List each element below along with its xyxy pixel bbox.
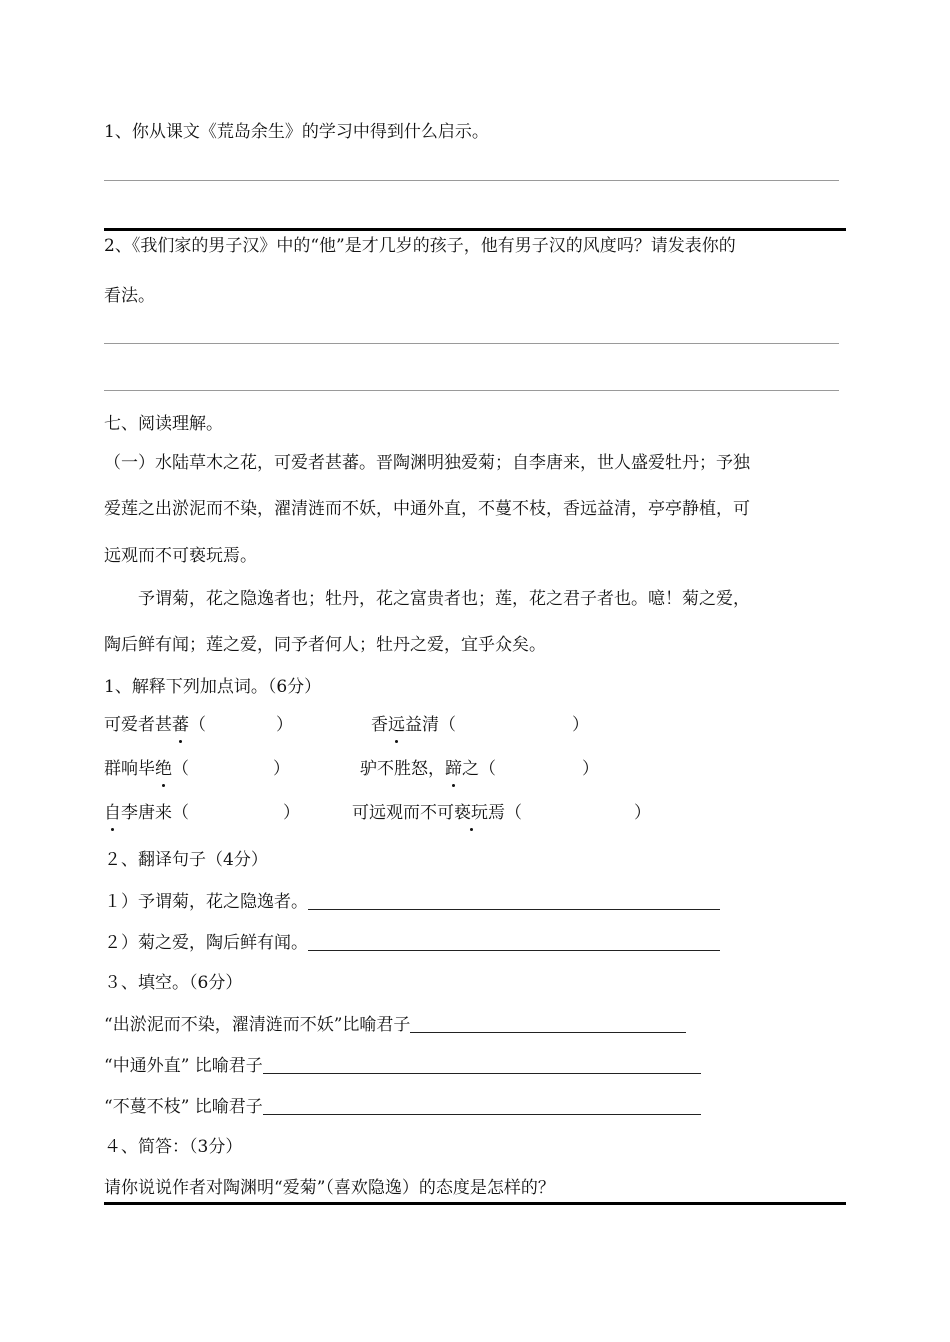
- translate-item-text: ２）菊之爱，陶后鲜有闻。: [104, 933, 308, 953]
- explain-item: [104, 715, 293, 735]
- fill-item-text: “出淤泥而不染，濯清涟而不妖”比喻君子: [104, 1015, 411, 1035]
- answer-blank[interactable]: [263, 1096, 701, 1115]
- answer-blank[interactable]: [263, 1055, 701, 1074]
- close-paren: ）: [634, 803, 651, 823]
- fill-item: [104, 1014, 686, 1035]
- open-paren: （: [505, 803, 522, 823]
- question-2-line-2: 看法。: [104, 286, 155, 306]
- answer-blank[interactable]: [308, 932, 720, 951]
- explain-item-text: 可远观而不可: [352, 803, 454, 823]
- explain-item-text: 可爱者甚: [104, 715, 172, 735]
- close-paren: ）: [572, 715, 589, 735]
- explain-item: [104, 759, 290, 779]
- translate-heading: ２、翻译句子（4分）: [104, 850, 268, 870]
- explain-item: [104, 803, 300, 823]
- fill-heading: ３、填空。（6分）: [104, 973, 243, 993]
- explain-heading: 1、解释下列加点词。（6分）: [104, 677, 322, 697]
- explain-item-text: 李唐来: [121, 803, 172, 823]
- fill-item-text: “中通外直” 比喻君子: [104, 1056, 263, 1076]
- dotted-word: 蕃: [172, 715, 189, 735]
- translate-item-text: １）予谓菊，花之隐逸者。: [104, 892, 308, 912]
- passage-line: 予谓菊，花之隐逸者也；牡丹，花之富贵者也；莲，花之君子者也。噫！菊之爱，: [138, 589, 750, 609]
- open-paren: （: [439, 715, 456, 735]
- close-paren: ）: [273, 759, 290, 779]
- translate-item: [104, 891, 720, 912]
- section-divider: [104, 228, 846, 231]
- open-paren: （: [172, 803, 189, 823]
- answer-blank[interactable]: [308, 891, 720, 910]
- explain-item-text: 焉: [488, 803, 505, 823]
- close-paren: ）: [582, 759, 599, 779]
- short-answer-heading: ４、简答：（3分）: [104, 1137, 243, 1157]
- answer-line: [104, 343, 839, 344]
- short-answer-question: 请你说说作者对陶渊明“爱菊”（喜欢隐逸）的态度是怎样的？: [104, 1178, 555, 1198]
- explain-item: [360, 759, 599, 779]
- close-paren: ）: [276, 715, 293, 735]
- answer-line: [104, 390, 839, 391]
- explain-item-text: 益清: [405, 715, 439, 735]
- close-paren: ）: [283, 803, 300, 823]
- passage-line: 陶后鲜有闻；莲之爱，同予者何人；牡丹之爱，宜乎众矣。: [104, 635, 546, 655]
- open-paren: （: [172, 759, 189, 779]
- fill-item: [104, 1096, 701, 1117]
- explain-item: [371, 715, 589, 735]
- open-paren: （: [189, 715, 206, 735]
- dotted-word: 蹄: [445, 759, 462, 779]
- fill-item-text: “不蔓不枝” 比喻君子: [104, 1097, 263, 1117]
- explain-item: [352, 803, 651, 823]
- open-paren: （: [479, 759, 496, 779]
- section-7-title: 七、阅读理解。: [104, 414, 223, 434]
- explain-item-text: 驴不胜怒，: [360, 759, 445, 779]
- answer-line: [104, 180, 839, 181]
- explain-item-text: 之: [462, 759, 479, 779]
- passage-line: 爱莲之出淤泥而不染，濯清涟而不妖，中通外直，不蔓不枝，香远益清，亭亭静植，可: [104, 499, 750, 519]
- passage-line: （一）水陆草木之花，可爱者甚蕃。晋陶渊明独爱菊；自李唐来，世人盛爱牡丹；予独: [104, 453, 750, 473]
- explain-item-text: 群响毕: [104, 759, 155, 779]
- dotted-word: 远: [388, 715, 405, 735]
- passage-line: 远观而不可亵玩焉。: [104, 546, 257, 566]
- dotted-word: 绝: [155, 759, 172, 779]
- explain-item-text: 香: [371, 715, 388, 735]
- question-1: 1、你从课文《荒岛余生》的学习中得到什么启示。: [104, 122, 489, 142]
- dotted-word: 亵玩: [454, 803, 488, 823]
- answer-blank[interactable]: [410, 1014, 686, 1033]
- dotted-word: 自: [104, 803, 121, 823]
- section-divider: [104, 1202, 846, 1205]
- question-2-line-1: 2、《我们家的男子汉》中的“他”是才几岁的孩子，他有男子汉的风度吗？请发表你的: [104, 236, 736, 256]
- translate-item: [104, 932, 720, 953]
- fill-item: [104, 1055, 701, 1076]
